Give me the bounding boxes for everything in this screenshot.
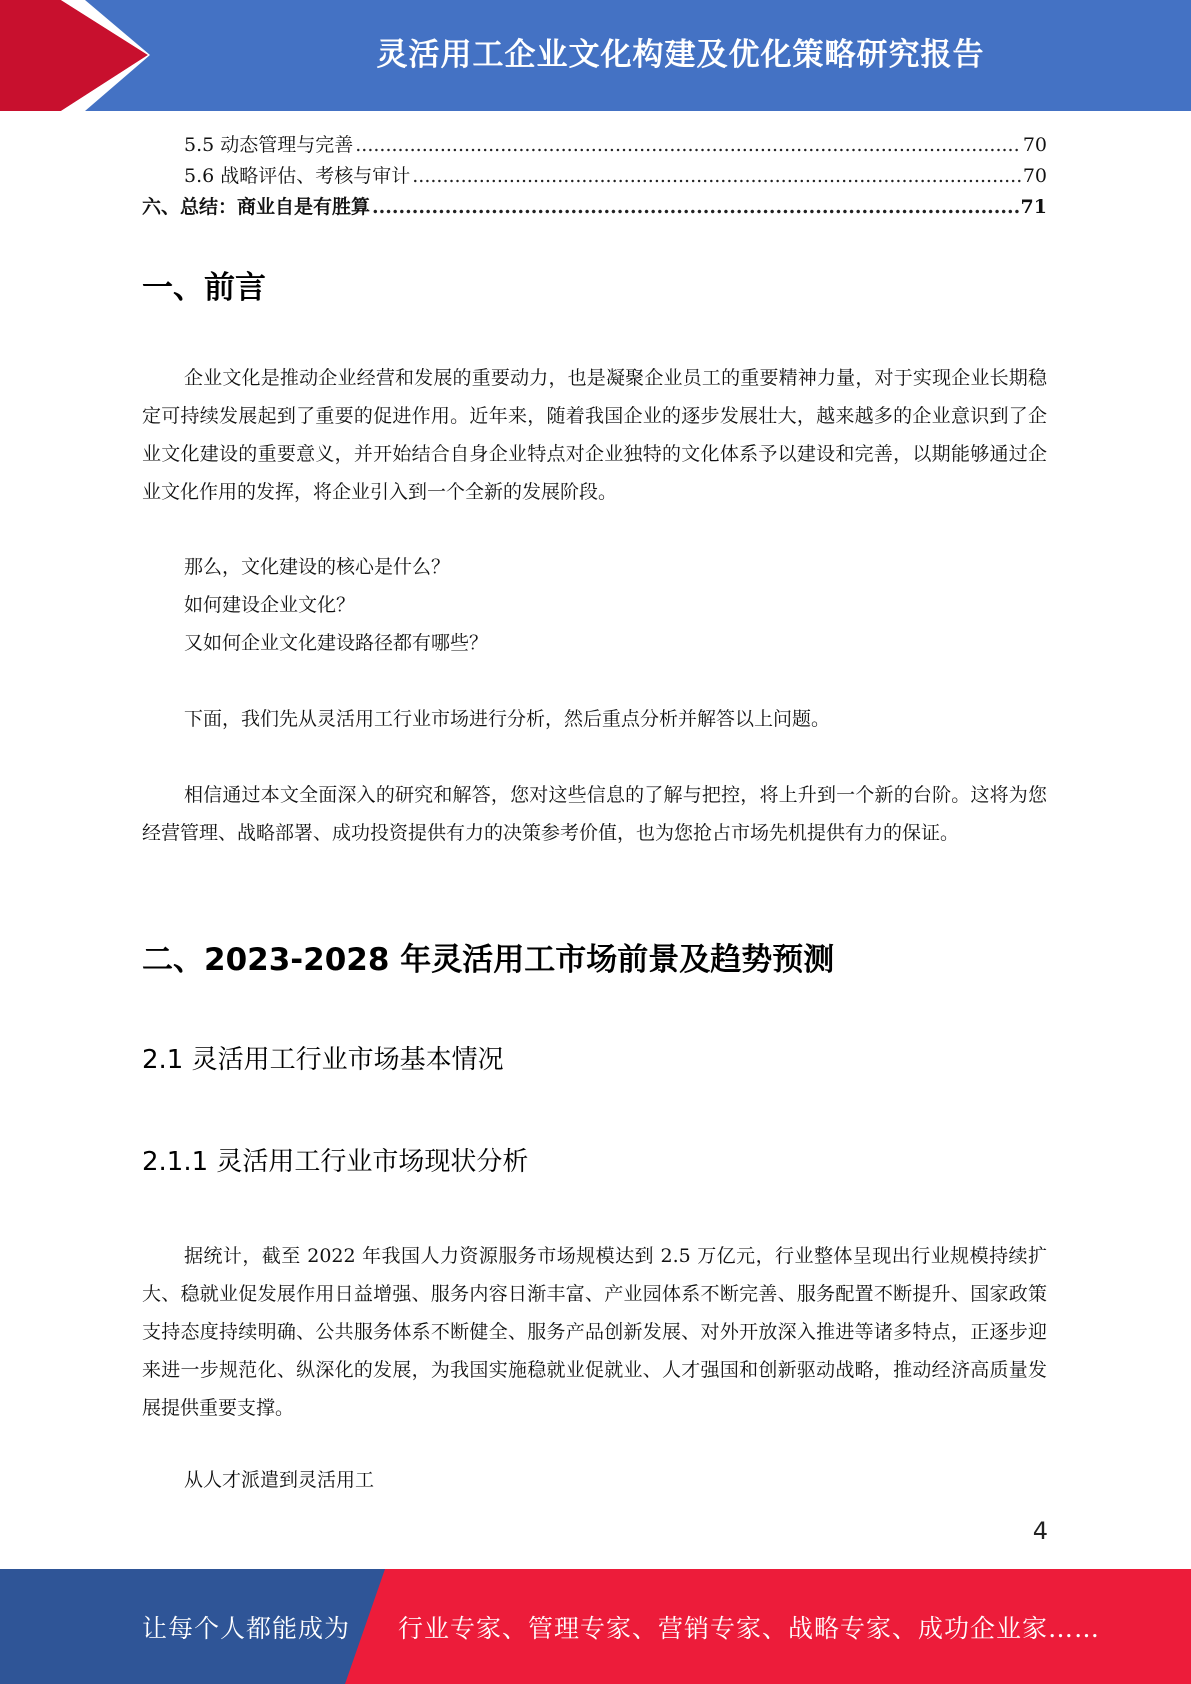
preface-question: 那么，文化建设的核心是什么？	[184, 556, 451, 578]
preface-question: 又如何企业文化建设路径都有哪些？	[184, 632, 489, 654]
toc-entry-label: 5.6 战略评估、考核与审计	[184, 165, 411, 187]
preface-paragraph-2: 下面，我们先从灵活用工行业市场进行分析，然后重点分析并解答以上问题。	[184, 708, 831, 730]
footer-slogan-left: 让每个人都能成为	[142, 1613, 351, 1643]
toc-entry[interactable]	[142, 130, 1047, 161]
footer-slogan-right: 行业专家、管理专家、营销专家、战略专家、成功企业家……	[398, 1613, 1101, 1643]
toc-entry[interactable]	[142, 192, 1047, 223]
toc-entry-page: 70	[1022, 134, 1047, 156]
report-title: 灵活用工企业文化构建及优化策略研究报告	[376, 37, 985, 73]
subsection-heading-2-1: 2.1 灵活用工行业市场基本情况	[142, 1045, 504, 1075]
section-heading-preface: 一、前言	[142, 270, 266, 306]
page-header	[0, 0, 1191, 111]
preface-paragraph-1: 企业文化是推动企业经营和发展的重要动力，也是凝聚企业员工的重要精神力量，对于实现企业长期稳定可持续发展起到了重要的促进作用。近年来，随着我国企业的逐步发展壮大，越来越多的企业意识到了企业文化建设的重要意义，并开始结合自身企业特点对企业独特的文化体系予以建设和完善，以期能够通过企业文化作用的发挥，将企业引入到一个全新的发展阶段。	[142, 367, 1047, 503]
preface-question: 如何建设企业文化？	[184, 594, 356, 616]
toc-leader-dots	[355, 130, 1021, 161]
toc-entry-page: 70	[1022, 165, 1047, 187]
header-arrow-decoration	[0, 0, 150, 111]
table-of-contents	[142, 130, 1047, 223]
toc-leader-dots	[372, 192, 1019, 223]
toc-entry-label: 5.5 动态管理与完善	[184, 134, 354, 156]
toc-entry-label: 六、总结：商业自是有胜算	[142, 196, 371, 218]
toc-entry-page: 71	[1020, 196, 1047, 218]
subsection-heading-2-1-1: 2.1.1 灵活用工行业市场现状分析	[142, 1147, 529, 1177]
toc-entry[interactable]	[142, 161, 1047, 192]
toc-leader-dots	[412, 161, 1021, 192]
preface-paragraph-3: 相信通过本文全面深入的研究和解答，您对这些信息的了解与把控，将上升到一个新的台阶。这将为您经营管理、战略部署、成功投资提供有力的决策参考价值，也为您抢占市场先机提供有力的保证。	[142, 784, 1047, 844]
market-status-paragraph: 据统计，截至 2022 年我国人力资源服务市场规模达到 2.5 万亿元，行业整体呈现出行业规模持续扩大、稳就业促发展作用日益增强、服务内容日渐丰富、产业园体系不断完善、服务配置不断提升、国家政策支持态度持续明确、公共服务体系不断健全、服务产品创新发展、对外开放深入推进等诸多特点，正逐步迎来进一步规范化、纵深化的发展，为我国实施稳就业促就业、人才强国和创新驱动战略，推动经济高质量发展提供重要支撑。	[142, 1245, 1047, 1419]
page-footer	[0, 1569, 1191, 1684]
page-number: 4	[1032, 1517, 1048, 1545]
section-heading-market-outlook: 二、2023-2028 年灵活用工市场前景及趋势预测	[142, 942, 835, 978]
market-status-paragraph-2: 从人才派遣到灵活用工	[184, 1469, 375, 1491]
